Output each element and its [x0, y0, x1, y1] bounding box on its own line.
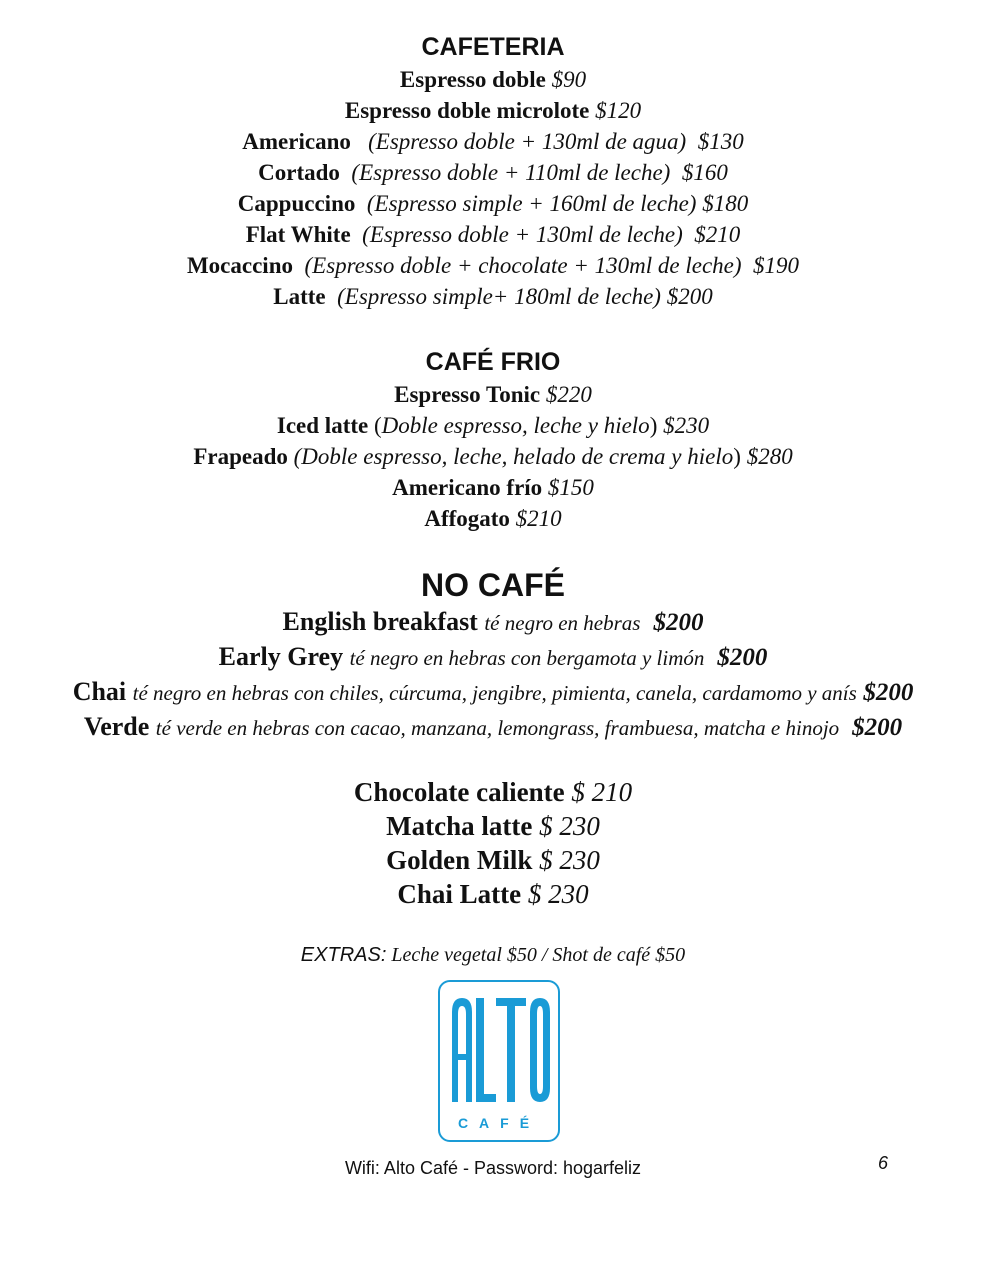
item-name: Verde: [83, 712, 150, 741]
paren-close: ): [649, 413, 658, 438]
item-name: Chai Latte: [397, 879, 522, 909]
item-name: Espresso Tonic: [394, 382, 541, 407]
item-description: (Espresso doble + 130ml de agua): [368, 129, 687, 154]
tea-item: [0, 675, 986, 710]
menu-item: [0, 877, 986, 911]
tea-item: [0, 605, 986, 640]
item-name: Americano frío: [392, 475, 543, 500]
no-cafe-section: [0, 565, 986, 745]
menu-item: [0, 126, 986, 157]
item-price: $190: [753, 253, 800, 278]
item-description: Doble espresso, leche y hielo: [381, 413, 650, 438]
item-name: Espresso doble microlote: [344, 98, 590, 123]
item-name: Affogato: [424, 506, 510, 531]
extras-label: EXTRAS:: [300, 944, 387, 966]
item-price: $ 230: [527, 879, 589, 909]
item-price: $180: [702, 191, 749, 216]
item-name: Americano: [242, 129, 351, 154]
logo-graphic: [440, 982, 558, 1140]
item-price: $200: [863, 679, 914, 706]
menu-item: [0, 410, 986, 441]
item-price: $ 230: [539, 845, 600, 875]
item-price: $200: [666, 284, 713, 309]
tea-item: [0, 710, 986, 745]
hot-drinks-section: [0, 775, 986, 911]
extras-line: [0, 944, 986, 967]
item-price: $200: [852, 714, 903, 741]
item-name: Iced latte: [276, 413, 369, 438]
item-description: (Espresso doble + 110ml de leche): [351, 160, 671, 185]
item-price: $230: [663, 413, 710, 438]
menu-item: [0, 64, 986, 95]
menu-item: [0, 219, 986, 250]
item-price: $90: [551, 67, 587, 92]
item-price: $120: [595, 98, 642, 123]
extras-text: Leche vegetal $50 / Shot de café $50: [391, 944, 686, 966]
item-description: (Espresso doble + chocolate + 130ml de leche): [304, 253, 742, 278]
wifi-info: Wifi: Alto Café - Password: hogarfeliz: [344, 1158, 642, 1178]
menu-item: [0, 250, 986, 281]
tea-item: [0, 640, 986, 675]
item-name: Flat White: [245, 222, 351, 247]
section-title-no-cafe: NO CAFÉ: [421, 567, 565, 603]
item-name: Chai: [72, 677, 127, 706]
item-name: Early Grey: [218, 642, 344, 671]
paren-close: ): [733, 444, 741, 469]
alto-cafe-logo: [438, 980, 560, 1142]
item-name: Latte: [273, 284, 326, 309]
cafe-frio-section: [0, 345, 986, 534]
item-price: $280: [746, 444, 793, 469]
item-description: (Espresso simple+ 180ml de leche): [337, 284, 661, 309]
menu-item: [0, 503, 986, 534]
item-description: té negro en hebras con chiles, cúrcuma, jengibre, pimienta, canela, cardamomo y anís: [132, 681, 857, 705]
page-number: 6: [878, 1153, 889, 1173]
section-title-cafe-frio: CAFÉ FRIO: [425, 348, 561, 376]
item-name: Cortado: [258, 160, 340, 185]
item-description: (Espresso simple + 160ml de leche): [366, 191, 697, 216]
menu-item: [0, 441, 986, 472]
item-name: Frapeado: [193, 444, 288, 469]
item-price: $210: [694, 222, 741, 247]
item-description: té negro en hebras: [484, 611, 641, 635]
section-title-cafeteria: CAFETERIA: [421, 33, 565, 61]
item-price: $160: [681, 160, 728, 185]
item-price: $220: [545, 382, 592, 407]
item-price: $200: [653, 609, 704, 636]
menu-item: [0, 775, 986, 809]
menu-item: [0, 188, 986, 219]
cafeteria-section: [0, 30, 986, 312]
menu-item: [0, 281, 986, 312]
menu-item: [0, 157, 986, 188]
item-price: $130: [697, 129, 744, 154]
item-description: (Espresso doble + 130ml de leche): [362, 222, 683, 247]
item-name: English breakfast: [282, 607, 478, 636]
menu-item: [0, 809, 986, 843]
item-price: $ 210: [571, 777, 633, 807]
item-description: té negro en hebras con bergamota y limón: [349, 646, 705, 670]
menu-item: [0, 472, 986, 503]
item-price: $ 230: [539, 811, 600, 841]
item-name: Cappuccino: [237, 191, 356, 216]
logo-subtext: CAFÉ: [457, 1115, 541, 1131]
menu-item: [0, 843, 986, 877]
item-name: Mocaccino: [186, 253, 293, 278]
menu-item: [0, 379, 986, 410]
item-price: $150: [547, 475, 594, 500]
item-name: Chocolate caliente: [353, 777, 565, 807]
item-description: (Doble espresso, leche, helado de crema y hielo: [293, 444, 734, 469]
item-name: Golden Milk: [386, 845, 533, 875]
item-price: $200: [717, 644, 768, 671]
item-name: Espresso doble: [399, 67, 546, 92]
item-name: Matcha latte: [386, 811, 533, 841]
item-price: $210: [515, 506, 562, 531]
paren-open: (: [373, 413, 382, 438]
menu-item: [0, 95, 986, 126]
item-description: té verde en hebras con cacao, manzana, lemongrass, frambuesa, matcha e hinojo: [155, 716, 840, 740]
